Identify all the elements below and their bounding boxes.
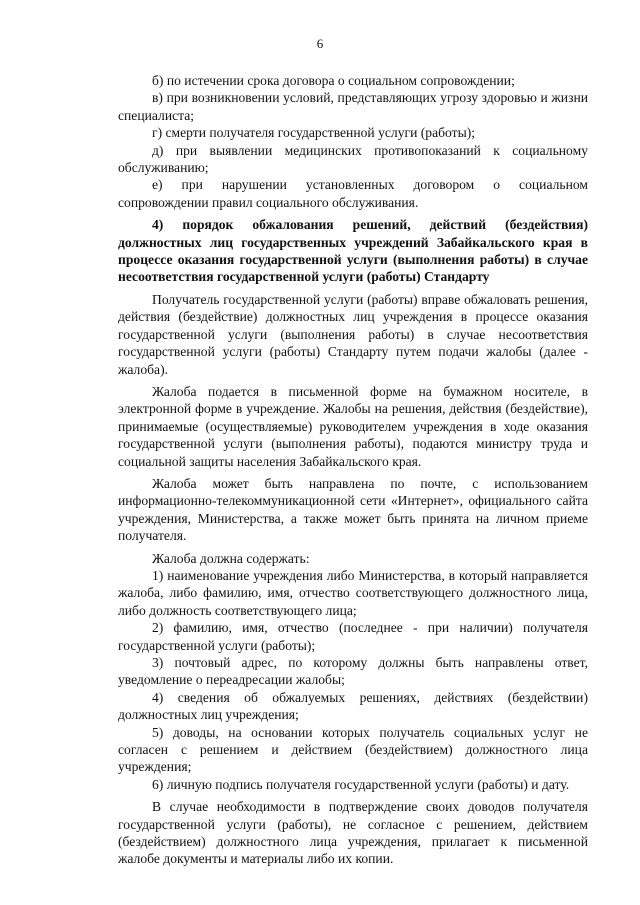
list-item-4: 4) сведения об обжалуемых решениях, действиях (бездействии) должностных лиц учреждения; — [118, 689, 588, 723]
paragraph-complaint-form: Жалоба подается в письменной форме на бумажном носителе, в электронной форме в учреждение. Жалобы на решения, действия (бездействие), принимаемые (осуществляемые) руководителем учреждения в ходе оказания государственной услуги (выполнения работы), подаются министру труда и социальной защиты населения Забайкальского края. — [118, 383, 588, 469]
paragraph-right-to-appeal: Получатель государственной услуги (работы) вправе обжаловать решения, действия (бездействие) должностных лиц учреждения в процессе оказания государственной услуги (выполнения работы) в случае несоответствия государственной услуги (работы) Стандарту путем подачи жалобы (далее - жалоба). — [118, 291, 588, 377]
document-body — [118, 72, 588, 868]
list-item-2: 2) фамилию, имя, отчество (последнее - при наличии) получателя государственной услуги (работы); — [118, 620, 588, 653]
paragraph-complaint-contents-intro: Жалоба должна содержать: — [152, 550, 310, 566]
paragraph-item-b: б) по истечении срока договора о социальном сопровождении; — [152, 73, 515, 88]
list-item-5: 5) доводы, на основании которых получатель социальных услуг не согласен с решением и действием (бездействием) должностного лица учреждения; — [118, 724, 588, 775]
section-heading-appeal-procedure: 4) порядок обжалования решений, действий (бездействия) должностных лиц государственных учреждений Забайкальского края в процессе оказания государственной услуги (выполнения работы) в случае несоответствия государственной услуги (работы) Стандарту — [118, 217, 588, 285]
paragraph-supporting-documents: В случае необходимости в подтверждение своих доводов получателя государственной услуги (работы), не согласное с решением, действием (бездействием) должностного лица учреждения, прилагает к письменной жалобе документы и материалы либо их копии. — [118, 799, 588, 867]
paragraph-item-d: д) при выявлении медицинских противопоказаний к социальному обслуживанию; — [118, 142, 588, 176]
paragraph-complaint-delivery: Жалоба может быть направлена по почте, с использованием информационно-телекоммуникационной сети «Интернет», официального сайта учреждения, Министерства, а также может быть принята на личном приеме получателя. — [118, 475, 588, 544]
list-item-6: 6) личную подпись получателя государственной услуги (работы) и дату. — [152, 776, 570, 792]
paragraph-item-v: в) при возникновении условий, представляющих угрозу здоровью и жизни специалиста; — [118, 90, 588, 123]
page-number: 6 — [316, 36, 324, 51]
list-item-3: 3) почтовый адрес, по которому должны быть направлены ответ, уведомление о переадресации жалобы; — [118, 655, 588, 688]
paragraph-item-g: г) смерти получателя государственной услуги (работы); — [152, 125, 476, 141]
paragraph-item-e: е) при нарушении установленных договором о социальном сопровождении правил социального обслуживания. — [118, 177, 588, 210]
list-item-1: 1) наименование учреждения либо Министерства, в который направляется жалоба, либо фамилию, имя, отчество соответствующего должностного лица, либо должность соответствующего лица; — [118, 567, 588, 618]
